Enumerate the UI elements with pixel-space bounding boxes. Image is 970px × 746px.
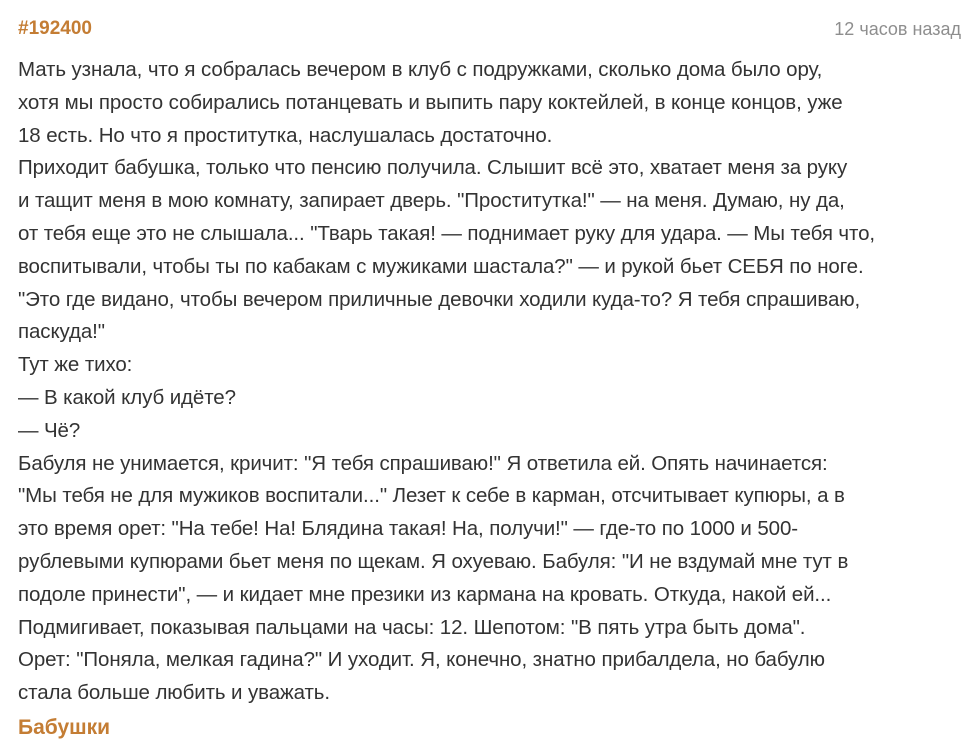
- post-text-line: от тебя еще это не слышала... "Тварь такая! — поднимает руку для удара. — Мы тебя что,: [18, 221, 875, 245]
- post-header: [18, 10, 963, 46]
- post-id-link[interactable]: #192400: [18, 18, 92, 39]
- post-text-line: Мать узнала, что я собралась вечером в клуб с подружками, сколько дома было ору,: [18, 58, 823, 81]
- post-timestamp: 12 часов назад: [834, 19, 961, 39]
- post-card: [18, 10, 963, 740]
- post-text-line: — В какой клуб идёте?: [18, 385, 236, 409]
- post-text: [18, 54, 963, 710]
- post-text-line: Орет: "Поняла, мелкая гадина?" И уходит. Я, конечно, знатно прибалдела, но бабулю: [18, 648, 825, 672]
- post-text-line: "Это где видано, чтобы вечером приличные девочки ходили куда-то? Я тебя спрашиваю,: [18, 287, 861, 311]
- post-tag-link[interactable]: Бабушки: [18, 715, 111, 739]
- post-text-line: "Мы тебя не для мужиков воспитали..." Лезет к себе в карман, отсчитывает купюры, а в: [18, 484, 845, 508]
- post-text-line: Бабуля не унимается, кричит: "Я тебя спрашиваю!" Я ответила ей. Опять начинается:: [18, 451, 828, 475]
- post-text-line: 18 есть. Но что я проститутка, наслушалась достаточно.: [18, 123, 553, 147]
- post-text-line: подоле принести", — и кидает мне презики из кармана на кровать. Откуда, накой ей...: [18, 582, 832, 606]
- post-text-line: Подмигивает, показывая пальцами на часы: 12. Шепотом: "В пять утра быть дома".: [18, 615, 806, 639]
- post-text-line: — Чё?: [18, 418, 81, 442]
- post-text-line: хотя мы просто собирались потанцевать и выпить пару коктейлей, в конце концов, уже: [18, 90, 843, 114]
- post-text-line: Приходит бабушка, только что пенсию получила. Слышит всё это, хватает меня за руку: [18, 156, 848, 180]
- post-text-line: рублевыми купюрами бьет меня по щекам. Я охуеваю. Бабуля: "И не вздумай мне тут в: [18, 549, 849, 573]
- post-text-line: стала больше любить и уважать.: [18, 681, 330, 705]
- post-text-line: воспитывали, чтобы ты по кабакам с мужиками шастала?" — и рукой бьет СЕБЯ по ноге.: [18, 254, 864, 278]
- post-text-line: это время орет: "На тебе! На! Блядина такая! На, получи!" — где-то по 1000 и 500-: [18, 517, 798, 541]
- post-text-line: и тащит меня в мою комнату, запирает дверь. "Проститутка!" — на меня. Думаю, ну да,: [18, 189, 845, 213]
- post-text-line: паскуда!": [18, 320, 105, 344]
- post-text-line: Тут же тихо:: [18, 353, 133, 377]
